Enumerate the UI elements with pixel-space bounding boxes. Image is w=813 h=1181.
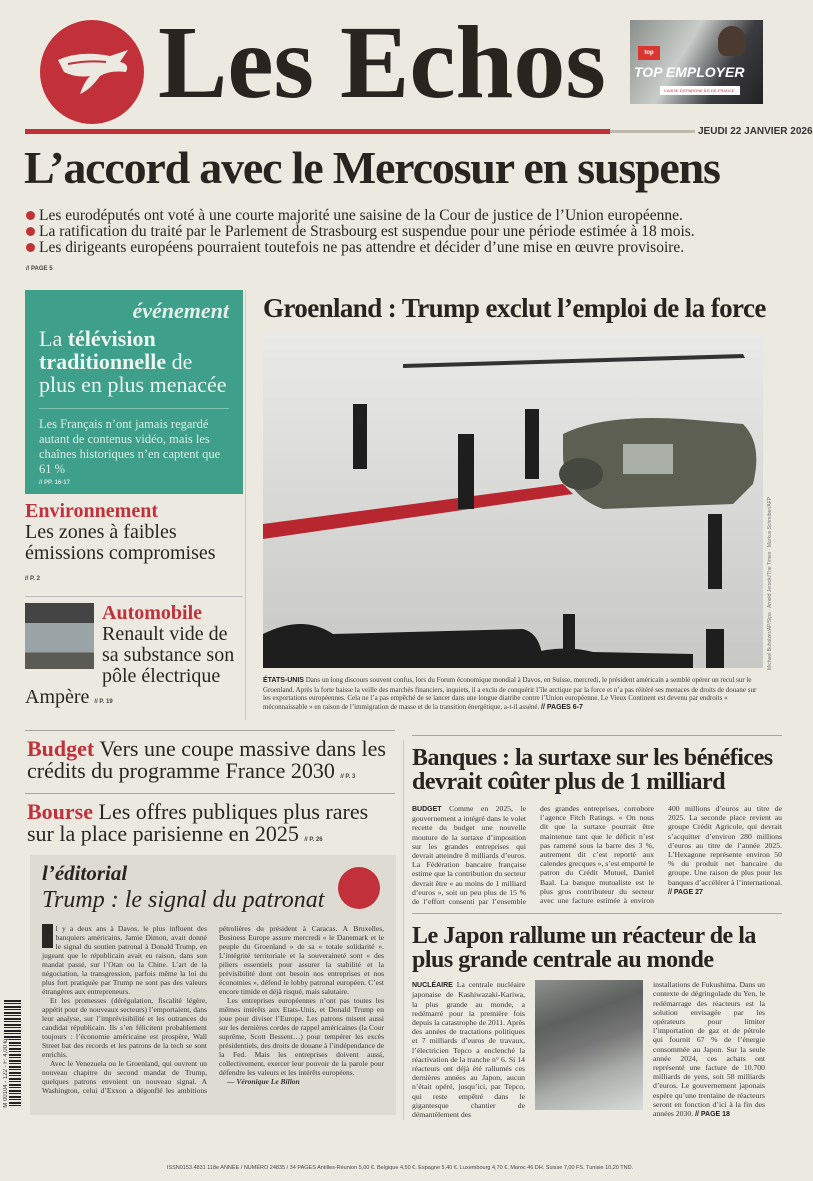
- japan-article-col1: [412, 980, 525, 1119]
- event-summary: Les Français n’ont jamais regardé autant de contenus vidéo, mais les chaînes historiques n’en captent que 61 %: [39, 417, 221, 476]
- lead-headline[interactable]: L’accord avec le Mercosur en suspens: [24, 142, 720, 193]
- caption-text: Dans un long discours souvent confus, lors du Forum économique mondial à Davos, en Suisse, mercredi, le président américain a semblé opérer un recul sur le Groenland. Après la forte baisse la veille des marchés financiers, inquiets, il a exclu de conquérir l’île arctique par la force et n’a pas réitéré ses menaces de droits de douane sur les exportations européennes. Cela ne l’a pas empêché de se lancer dans une longue diatribe contre l’Union européenne. Le Vieux Continent est devenu par endroits « méconnaissable » en raison de l’immigration de masse et de la transition énergétique, a-t-il asséné.: [263, 676, 757, 711]
- lead-bullet: Les dirigeants européens pourraient toutefois ne pas attendre et décider d’une mise en œuvre provisoire.: [26, 240, 695, 256]
- japan-headline[interactable]: Le Japon rallume un réacteur de la plus grande centrale au monde: [412, 923, 756, 974]
- masthead-title[interactable]: Les Echos: [158, 5, 606, 120]
- issue-date: JEUDI 22 JANVIER 2026: [698, 126, 813, 137]
- editorial-title: Trump : le signal du patronat: [42, 887, 325, 913]
- banks-headline[interactable]: Banques : la surtaxe sur les bénéfices devrait coûter plus de 1 milliard: [412, 745, 773, 795]
- les-echos-logo-icon: [40, 20, 144, 124]
- divider: [412, 913, 782, 914]
- event-title-c: de plus en plus menacée: [39, 349, 227, 397]
- teaser-title: Les offres publiques plus rares sur la place parisienne en 2025: [27, 799, 369, 846]
- section-label: Bourse: [27, 799, 93, 824]
- article-text: La centrale nucléaire japonaise de Kashiwazaki-Kariwa, la plus grande au monde, a redémarré pour la première fois depuis la catastrophe de 2011. Après des années de tractations politiques et 7 milliards d’euros de travaux, l’électricien Tepco a enclenché la réactivation de la tranche n° 6. Si 14 réacteurs ont déjà été rallumés ces dernières années au Japon, aucun n’était opéré, jusqu’ici, par Tepco, qui reste empêtré dans le gigantesque chantier de démantèlement des: [412, 980, 526, 1120]
- greenland-headline[interactable]: Groenland : Trump exclut l’emploi de la force: [263, 293, 766, 323]
- page-ref: // P. 19: [94, 699, 113, 705]
- left-column: [25, 290, 243, 713]
- japan-article: [412, 980, 782, 1119]
- ad-tag: top: [638, 46, 660, 60]
- column-divider: [245, 290, 246, 720]
- photo-credit: Michael Buholzer/AP/Sipa · Arnold Jerocki/The Times · Markus Schreiber/AFP: [767, 496, 773, 670]
- section-label: Automobile: [102, 602, 202, 624]
- article-kicker: BUDGET: [412, 806, 442, 813]
- editorial-paragraph: Il y a deux ans à Davos, le plus influent des banquiers américains, Jamie Dimon, avait donné le signal du soutien patronal à Donald Trump, en jugeant que le républicain avait eu raison, dans son mandat passé, sur l’Otan ou la Chine. L’art de la négociation, la transgression, parfois même la loi du plus fort pratiquée par Trump ne sont pas des valeurs étrangères aux entrepreneurs.: [42, 921, 207, 996]
- davos-helicopter-photo: [263, 334, 763, 668]
- editorial-author: — Véronique Le Billon: [227, 1077, 300, 1086]
- lead-bullet: Les eurodéputés ont voté à une courte majorité une saisine de la Cour de justice de l’Union européenne.: [26, 208, 695, 224]
- event-box[interactable]: [25, 290, 243, 494]
- page-ref: // P. 2: [25, 576, 40, 582]
- column-divider: [403, 740, 404, 1120]
- editorial-paragraph: Les entreprises européennes n’ont pas toutes les mêmes intérêts aux Etats-Unis, et Donald Trump en joue pour diviser l’Europe. Les patrons misent aussi sur les dernières cordes de rappel américaines (la Cour suprême, Scott Bessent…) pour tempérer les excès présidentiels, des droits de douane à l’indépendance de la Fed. Mais les entreprises doivent aussi, collectivement, exercer leur pouvoir de la parole pour défendre les valeurs et les intérêts européens.: [219, 996, 384, 1077]
- divider: [412, 735, 782, 736]
- imprint: ISSN0153.4831 118e ANNÉE / NUMÉRO 24835 / 34 PAGES Antilles-Réunion 5,00 €. Belgique 4,50 €. Espagne 5,40 €. Luxembourg 4,70 €. Maroc 46 DH. Suisse 7,00 FS. Tunisie 10,20 TND.: [166, 1165, 634, 1171]
- lead-page-ref[interactable]: // PAGE 5: [26, 266, 53, 272]
- page-ref: // P. 3: [340, 774, 356, 780]
- event-title: [39, 327, 229, 396]
- article-kicker: NUCLÉAIRE: [412, 982, 453, 990]
- event-divider: [39, 408, 229, 409]
- section-label: Environnement: [25, 500, 158, 522]
- japan-article-col2: [653, 980, 765, 1119]
- barcode-text: M 00104 - 122 - F: 4,00 €: [3, 1040, 9, 1108]
- event-title-a: La: [39, 326, 68, 351]
- article-page-ref[interactable]: // PAGE 18: [695, 1111, 730, 1119]
- article-text: Comme en 2025, le gouvernement a intégré dans le volet recette du budget une nouvelle mouture de la surtaxe d’imposition sur les grandes entreprises qui devrait atteindre 8 milliards d’euros. La Fédération bancaire française estime que la contribution du secteur devrait être « au moins de 1 milliard d’euros », soit un peu plus de 15 % de l’effort consenti par l’ensemble des grandes entreprises, corrobore l’agence Fitch Ratings. « On nous dit que la surtaxe pourrait être maintenue tant que le déficit n’est pas ramené sous la barre des 3 %, autrement dit c’est reporté aux calendes grecques », s’est emporté le patron du Crédit Mutuel, Daniel Baal. La banque mutualiste est le plus gros contributeur du secteur avec une facture estimée à environ 400 millions d’euros au titre de 2025. La seconde place revient au groupe Crédit Agricole, qui devrait s’acquitter d’environ 280 millions d’euros au titre de l’année 2025. L’Hexagone représente environ 50 % du produit net bancaire du groupe. Une raison de plus pour les banques d’accélérer à l’international.: [412, 804, 782, 907]
- divider: [25, 596, 243, 597]
- nuclear-plant-aerial-photo: [535, 980, 643, 1110]
- ad-cobrand: CAISSE D'EPARGNE ÎLE-DE-FRANCE: [660, 86, 740, 95]
- banks-article-body: [412, 804, 782, 906]
- event-kicker: événement: [132, 298, 229, 323]
- divider: [25, 730, 395, 731]
- ad-title: TOP EMPLOYER: [634, 64, 745, 80]
- event-page-ref[interactable]: // PP. 16-17: [39, 480, 70, 486]
- divider: [25, 793, 395, 794]
- teaser-title: Renault vide de sa substance son pôle électrique Ampère: [25, 623, 235, 708]
- les-echos-logo-icon: [338, 867, 380, 909]
- top-employer-ad[interactable]: [630, 20, 763, 104]
- editorial-body: [42, 921, 384, 1095]
- bourse-teaser[interactable]: [27, 801, 387, 851]
- caption-page-ref[interactable]: // PAGES 6-7: [541, 703, 583, 711]
- lead-bullets: [26, 208, 695, 256]
- editorial-box[interactable]: [30, 855, 396, 1115]
- section-label: Budget: [27, 736, 95, 761]
- right-bottom-column: [412, 735, 782, 1119]
- event-title-b: télévision traditionnelle: [39, 326, 167, 374]
- masthead-rule: [25, 129, 610, 134]
- editorial-kicker: l’éditorial: [42, 861, 128, 885]
- budget-teaser[interactable]: [27, 738, 387, 788]
- masthead-rule-grey: [610, 130, 695, 133]
- page-ref: // P. 26: [304, 837, 323, 843]
- caption-kicker: ÉTATS-UNIS: [263, 677, 304, 684]
- lead-bullet: La ratification du traité par le Parlement de Strasbourg est suspendue pour une période estimée à 18 mois.: [26, 224, 695, 240]
- renault-car-image: [25, 603, 94, 669]
- teaser-title: Vers une coupe massive dans les crédits du programme France 2030: [27, 736, 386, 783]
- article-text: installations de Fukushima. Dans un contexte de dégringolade du Yen, le redémarrage des réacteurs est la solution envisagée par les opérateurs pour limiter l’importation de gaz et de pétrole qui fournit 67 % de l’énergie consommée au Japon. Sur la seule année 2024, ces achats ont représenté une facture de 10.700 milliards de yens, soit 58 milliards d’euros. Le gouvernement japonais espère qu’une trentaine de réacteurs seront en fonction d’ici à la fin des années 2030.: [653, 980, 765, 1119]
- editorial-paragraph: Et les promesses (dérégulation, fiscalité légère, appétit pour de nouveaux secteurs) l’emportaient, dans leur analyse, sur l’imprévisibilité et les outrances du candidat républicain. Ils s’en félicitent probablement toujours : l’économie américaine est prospère, Wall Street bat des records et les patrons de la tech se sont enrichis.: [42, 996, 207, 1059]
- article-page-ref[interactable]: // PAGE 27: [668, 888, 703, 896]
- photo-caption: [263, 676, 761, 712]
- ad-person-image: [718, 26, 746, 56]
- automobile-teaser[interactable]: [25, 603, 243, 713]
- teaser-title: Les zones à faibles émissions compromises: [25, 521, 216, 564]
- editorial-paragraph: Avec le Venezuela ou le Groenland, qui ouvrent un nouveau chapitre du second mandat de Trump, quelques patrons envoient un nouveau signal. A Washington, celui d’Exxon a dégonflé les ambitions pétrolières du président à Caracas. A Bruxelles, Business Europe assure mercredi « le Danemark et le peuple du Groenland » de sa « totale solidarité ». L’intégrité territoriale et la souveraineté sont « des piliers essentiels pour assurer la stabilité et la prévisibilité dont ont besoin nos entreprises et nos économies », défend le lobby patronal européen. C’est encore timide et déjà risqué, mais salutaire.: [42, 924, 384, 1095]
- environment-teaser[interactable]: [25, 501, 243, 590]
